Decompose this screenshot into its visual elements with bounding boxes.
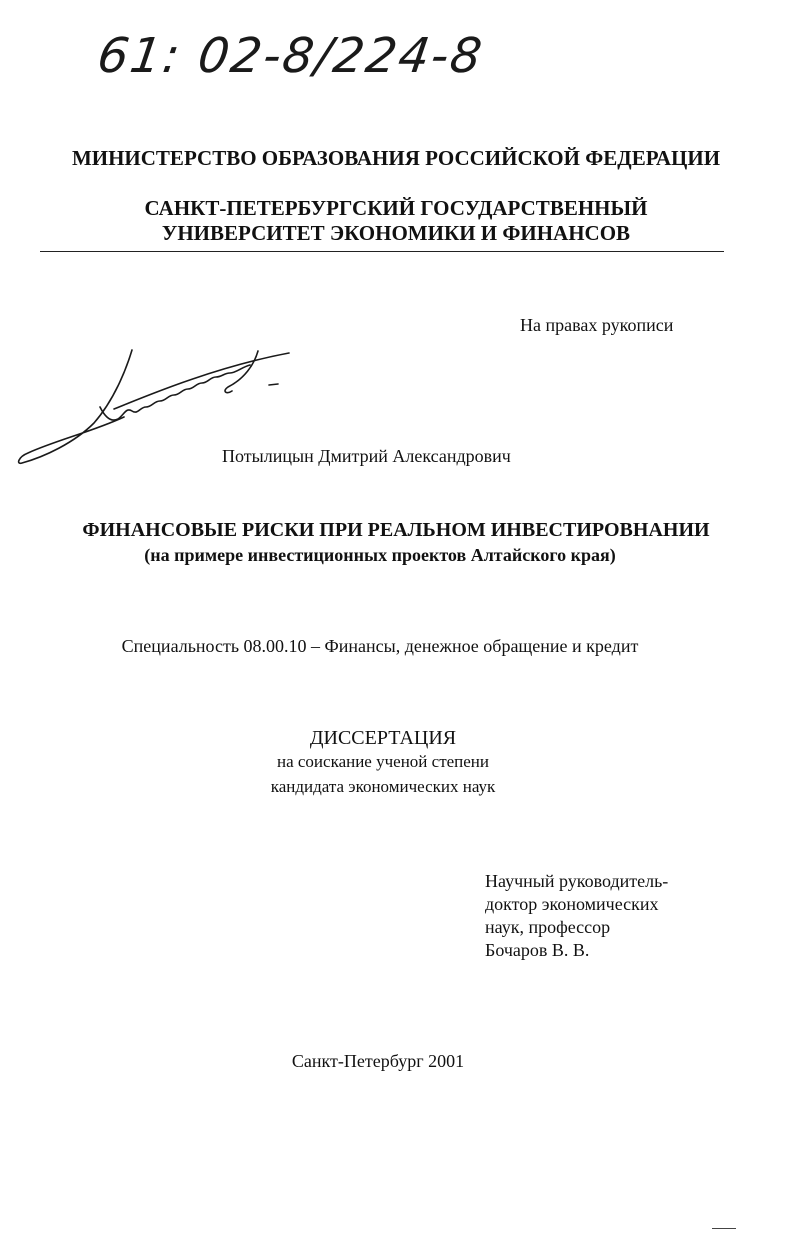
- degree-line-2: кандидата экономических наук: [270, 777, 496, 796]
- city-year: Санкт-Петербург 2001: [291, 1051, 465, 1071]
- supervisor-line-1: Научный руководитель-: [485, 871, 669, 891]
- supervisor-line-4: Бочаров В. В.: [485, 940, 590, 960]
- author-name: Потылицын Дмитрий Александрович: [222, 446, 511, 466]
- ministry-heading: МИНИСТЕРСТВО ОБРАЗОВАНИЯ РОССИЙСКОЙ ФЕДЕРАЦИИ: [71, 146, 721, 170]
- degree-line-1: на соискание ученой степени: [276, 752, 490, 771]
- specialty-line: Специальность 08.00.10 – Финансы, денежное обращение и кредит: [121, 636, 639, 656]
- header-divider: [40, 251, 724, 252]
- supervisor-line-3: наук, профессор: [485, 917, 611, 937]
- dissertation-subtitle: (на примере инвестиционных проектов Алтайского края): [144, 545, 616, 565]
- university-heading: [0, 196, 792, 246]
- supervisor-line-2: доктор экономических: [485, 894, 659, 914]
- manuscript-rights: На правах рукописи: [520, 315, 674, 335]
- university-line-2: УНИВЕРСИТЕТ ЭКОНОМИКИ И ФИНАНСОВ: [161, 221, 631, 245]
- page-mark: [712, 1228, 736, 1229]
- archive-number-handwritten: 61: 02-8/224-8: [94, 28, 488, 84]
- university-line-1: САНКТ-ПЕТЕРБУРГСКИЙ ГОСУДАРСТВЕННЫЙ: [144, 196, 648, 220]
- dissertation-heading: ДИССЕРТАЦИЯ: [309, 727, 457, 749]
- supervisor-block: [485, 870, 668, 962]
- dissertation-title: ФИНАНСОВЫЕ РИСКИ ПРИ РЕАЛЬНОМ ИНВЕСТИРОВНАНИИ: [82, 519, 710, 541]
